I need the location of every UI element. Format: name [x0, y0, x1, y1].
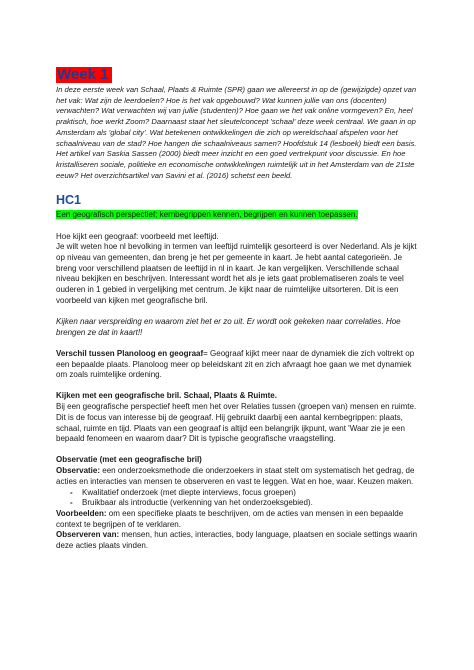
examples-line — [56, 509, 418, 530]
list-item: - Bruikbaar als introductie (verkenning van het onderzoeksgebied). — [70, 498, 418, 509]
observing-line — [56, 530, 418, 551]
observation-bullets — [56, 488, 418, 509]
difference-label: Verschil tussen Planoloog en geograaf — [56, 348, 204, 358]
geographic-lens-text: Bij een geografische perspectief heeft men het over Relaties tussen (groepen van) mensen en ruimte. Dit is de focus van interesse bij de geograaf. Hij gebruikt daarbij een aantal kernbegrippen: plaats, schaal, ruimte en tijd. Plaats van een geograaf is altijd een belangrijk ijkpunt, want 'Waar zie je een bepaald fenomeen en waarom daar? Dit is typische geografische vraagstelling. — [56, 402, 417, 444]
highlighted-learning-goal: Een geografisch perspectief; kernbegrippen kennen, begrijpen en kunnen toepassen. — [56, 210, 358, 220]
geographic-lens-heading: Kijken met een geografische bril. Schaal, Plaats & Ruimte. — [56, 391, 277, 401]
difference-section — [56, 349, 418, 381]
examples-label: Voorbeelden: — [56, 509, 107, 518]
list-item: - Kwalitatief onderzoek (met diepte interviews, focus groepen) — [70, 488, 418, 499]
observation-text: een onderzoeksmethode die onderzoekers in staat stelt om systematisch het gedrag, de acties en interacties van mensen te observeren en vast te leggen. Wat en hoe, waar. Keuzen maken. — [56, 466, 415, 486]
geographic-lens-section — [56, 391, 418, 445]
distribution-note: Kijken naar verspreiding en waarom ziet het er zo uit. Er wordt ook gekeken naar correlaties. Hoe brengen ze dat in kaart!! — [56, 316, 401, 337]
observation-section — [56, 455, 418, 551]
age-example-section — [56, 232, 418, 307]
age-example-text: Je wilt weten hoe nl bevolking in termen van leeftijd ruimtelijk gesorteerd is over Nederland. Als je kijkt op niveau van gemeenten, dan breng je het per gemeente in kaart. Je hebt aantal categorieën. Je breng voor verschillend plaatsen de leeftijd in nl in kaart. Je kan vergelijken. Verschillende schaal niveau bekijken en beschrijven. Interessant wordt het als je iets gaat problematiseren zoals te veel ouderen in 1 gebied in vergelijking met centrum. Je kijkt naar de ruimtelijke uitsorteren. Dit is een voorbeeld van kijken met geografische bril. — [56, 242, 417, 305]
age-example-title: Hoe kijkt een geograaf: voorbeeld met leeftijd. — [56, 231, 219, 241]
observing-text: mensen, hun acties, interacties, body language, plaatsen en sociale settings waarin deze acties plaats vinden. — [56, 530, 418, 551]
difference-text: = Geograaf kijkt meer naar de dynamiek die zich voltrekt op een bepaalde plaats. Planoloog meer op beleidskant zit en zich afvraagt hoe gaan we met dynamiek om zoals ruimtelijke ordening. — [56, 348, 415, 380]
week-heading: Week 1 — [56, 67, 112, 83]
observation-definition — [56, 466, 418, 487]
intro-paragraph: In deze eerste week van Schaal, Plaats & Ruimte (SPR) gaan we allereerst in op de (gewijzigde) opzet van het vak: Wat zijn de leerdoelen? Hoe is het vak opgebouwd? Wat kunnen jullie van ons (docenten) verwachten? Wat verwachten wij van jullie (studenten)? Hoe gaan we het vak online vormgeven? En, heel praktisch, hoe werkt Zoom? Daarnaast staat het sleutelconcept 'schaal' deze week centraal. We gaan in op Amsterdam als 'global city'. Wat betekenen ontwikkelingen die zich op wereldschaal afspelen voor het schaalniveau van de stad? Hoe hangen die schaalniveaus samen? Hoofdstuk 14 (lesboek) biedt een basis. Het artikel van Saskia Sassen (2000) biedt meer inzicht en een goed vertrekpunt voor discussie. En hoe kristalliseren sociale, politieke en economische ontwikkelingen ruimtelijk uit in het Amsterdam van de 21ste eeuw? Het overzichtsartikel van Savini et al. (2016) schetst een beeld. — [56, 85, 417, 180]
hc1-heading: HC1 — [56, 193, 82, 208]
observation-heading: Observatie (met een geografische bril) — [56, 455, 202, 465]
examples-text: om een specifieke plaats te beschrijven, om de acties van mensen in een bepaalde context te begrijpen of te verklaren. — [56, 509, 404, 529]
observing-label: Observeren van: — [56, 530, 120, 540]
observation-label: Observatie: — [56, 466, 101, 476]
